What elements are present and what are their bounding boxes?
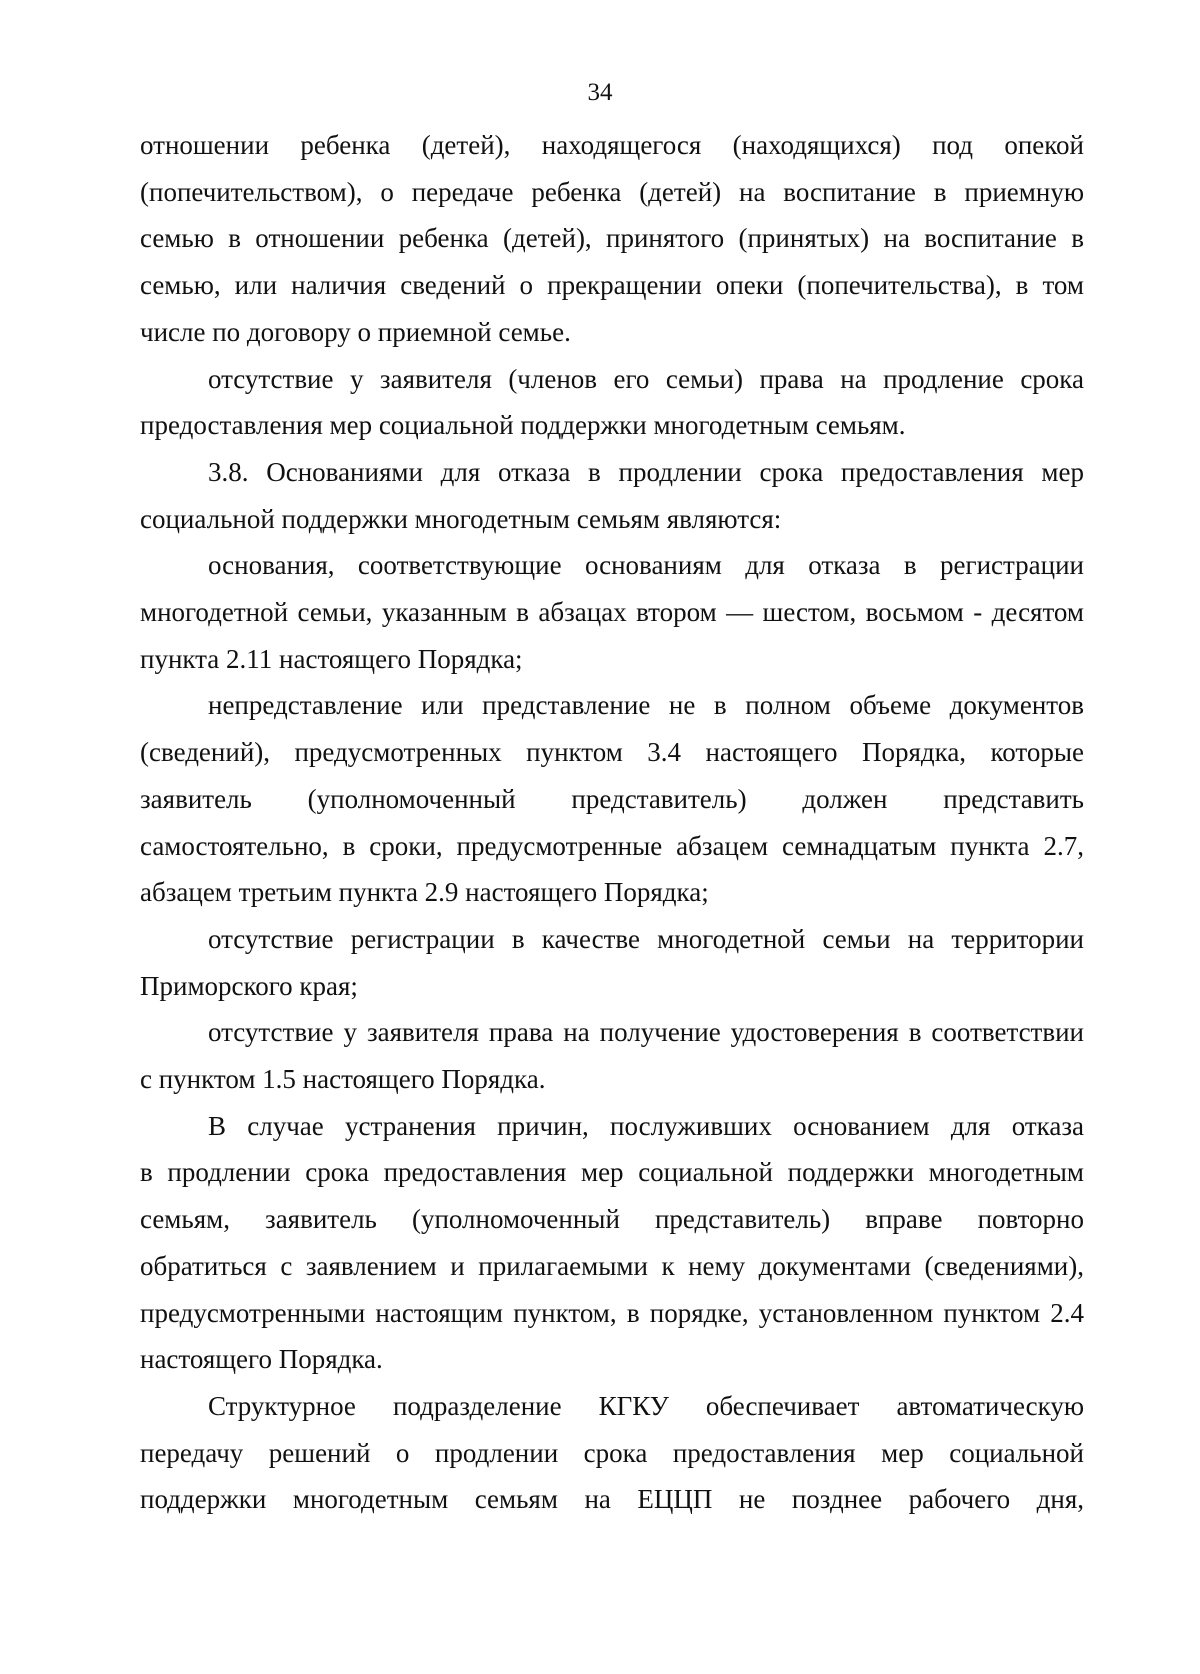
page-number: 34: [587, 79, 613, 106]
document-body: [140, 122, 1084, 1523]
text-line: отсутствие регистрации в качестве многодетной семьи на территории: [208, 923, 1084, 954]
text-line: передачу решений о продлении срока предоставления мер социальной: [140, 1437, 1084, 1468]
paragraph-2: [140, 356, 1084, 449]
text-line: 3.8. Основаниями для отказа в продлении срока предоставления мер: [208, 456, 1084, 487]
paragraph-4: [140, 542, 1084, 682]
text-line: в продлении срока предоставления мер социальной поддержки многодетным: [140, 1157, 1084, 1188]
text-line: с пунктом 1.5 настоящего Порядка.: [140, 1064, 546, 1095]
text-line: семью, или наличия сведений о прекращении опеки (попечительства), в том: [140, 270, 1084, 301]
text-line: самостоятельно, в сроки, предусмотренные абзацем семнадцатым пункта 2.7,: [140, 830, 1084, 861]
paragraph-5: [140, 682, 1084, 916]
paragraph-3: [140, 449, 1084, 542]
text-line: отношении ребенка (детей), находящегося (находящихся) под опекой: [140, 130, 1084, 160]
text-line: числе по договору о приемной семье.: [140, 316, 571, 347]
paragraph-7: [140, 1009, 1084, 1102]
paragraph-1: [140, 122, 1084, 356]
text-line: В случае устранения причин, послуживших основанием для отказа: [208, 1110, 1084, 1141]
text-line: предоставления мер социальной поддержки многодетным семьям.: [140, 410, 906, 441]
text-line: основания, соответствующие основаниям для отказа в регистрации: [208, 550, 1084, 581]
paragraph-9: [140, 1383, 1084, 1523]
text-line: пункта 2.11 настоящего Порядка;: [140, 643, 523, 674]
paragraph-8: [140, 1103, 1084, 1383]
text-line: (попечительством), о передаче ребенка (детей) на воспитание в приемную: [140, 176, 1084, 207]
text-line: социальной поддержки многодетным семьям являются:: [140, 503, 782, 534]
text-line: заявитель (уполномоченный представитель) должен представить: [140, 783, 1084, 814]
text-line: предусмотренными настоящим пунктом, в порядке, установленном пунктом 2.4: [140, 1297, 1084, 1328]
text-line: обратиться с заявлением и прилагаемыми к нему документами (сведениями),: [140, 1250, 1084, 1281]
text-line: настоящего Порядка.: [140, 1344, 383, 1375]
text-line: абзацем третьим пункта 2.9 настоящего Порядка;: [140, 877, 709, 908]
text-line: семьям, заявитель (уполномоченный представитель) вправе повторно: [140, 1204, 1084, 1235]
text-line: семью в отношении ребенка (детей), принятого (принятых) на воспитание в: [140, 223, 1084, 254]
text-line: Структурное подразделение КГКУ обеспечивает автоматическую: [208, 1390, 1084, 1421]
text-line: отсутствие у заявителя права на получение удостоверения в соответствии: [208, 1017, 1084, 1048]
text-line: многодетной семьи, указанным в абзацах втором — шестом, восьмом - десятом: [140, 597, 1084, 628]
text-line: непредставление или представление не в полном объеме документов: [208, 690, 1084, 721]
paragraph-6: [140, 916, 1084, 1009]
text-line: (сведений), предусмотренных пунктом 3.4 настоящего Порядка, которые: [140, 737, 1084, 768]
text-line: Приморского края;: [140, 970, 358, 1001]
text-line: поддержки многодетным семьям на ЕЦЦП не позднее рабочего дня,: [140, 1484, 1084, 1515]
text-line: отсутствие у заявителя (членов его семьи) права на продление срока: [208, 363, 1084, 394]
